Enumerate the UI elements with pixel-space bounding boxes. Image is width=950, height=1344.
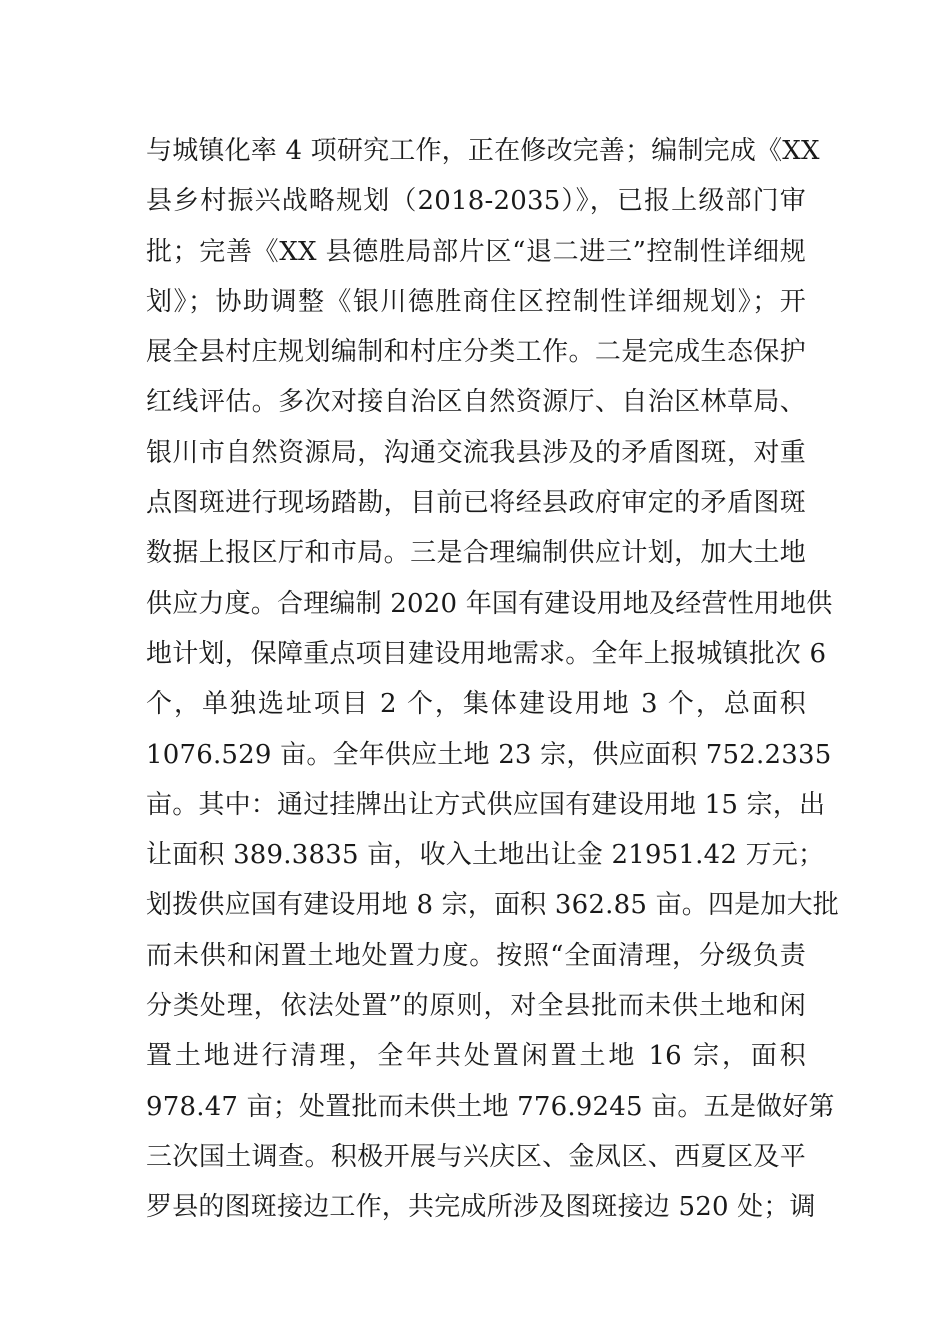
text-line-14: 亩。其中：通过挂牌出让方式供应国有建设用地 15 宗，出 (146, 789, 826, 820)
text-line-19: 置土地进行清理，全年共处置闲置土地 16 宗，面积 (146, 1041, 806, 1072)
text-line-5: 展全县村庄规划编制和村庄分类工作。二是完成生态保护 (146, 337, 806, 368)
text-line-4: 划》；协助调整《银川德胜商住区控制性详细规划》；开 (146, 286, 806, 317)
text-line-13: 1076.529 亩。全年供应土地 23 宗，供应面积 752.2335 (146, 739, 832, 770)
text-line-22: 罗县的图斑接边工作，共完成所涉及图斑接边 520 处；调 (146, 1192, 816, 1223)
text-line-10: 供应力度。合理编制 2020 年国有建设用地及经营性用地供 (146, 588, 833, 619)
text-line-16: 划拨供应国有建设用地 8 宗，面积 362.85 亩。四是加大批 (146, 890, 839, 921)
text-line-3: 批；完善《XX 县德胜局部片区“退二进三”控制性详细规 (146, 236, 806, 267)
text-line-1: 与城镇化率 4 项研究工作，正在修改完善；编制完成《XX (146, 136, 820, 166)
text-line-15: 让面积 389.3835 亩，收入土地出让金 21951.42 万元； (146, 840, 825, 871)
text-line-12: 个，单独选址项目 2 个，集体建设用地 3 个，总面积 (146, 689, 806, 720)
text-line-6: 红线评估。多次对接自治区自然资源厅、自治区林草局、 (146, 387, 806, 418)
text-line-18: 分类处理，依法处置”的原则，对全县批而未供土地和闲 (146, 991, 806, 1022)
text-line-8: 点图斑进行现场踏勘，目前已将经县政府审定的矛盾图斑 (146, 488, 806, 519)
text-line-2: 县乡村振兴战略规划（2018-2035）》，已报上级部门审 (146, 186, 806, 217)
text-line-11: 地计划，保障重点项目建设用地需求。全年上报城镇批次 6 (146, 638, 827, 669)
text-line-7: 银川市自然资源局，沟通交流我县涉及的矛盾图斑，对重 (146, 437, 806, 468)
text-line-9: 数据上报区厅和市局。三是合理编制供应计划，加大土地 (146, 538, 806, 569)
text-line-21: 三次国土调查。积极开展与兴庆区、金凤区、西夏区及平 (146, 1141, 806, 1172)
text-line-17: 而未供和闲置土地处置力度。按照“全面清理，分级负责 (146, 940, 806, 971)
document-body-text (146, 126, 839, 1233)
text-line-20: 978.47 亩；处置批而未供土地 776.9245 亩。五是做好第 (146, 1091, 835, 1122)
